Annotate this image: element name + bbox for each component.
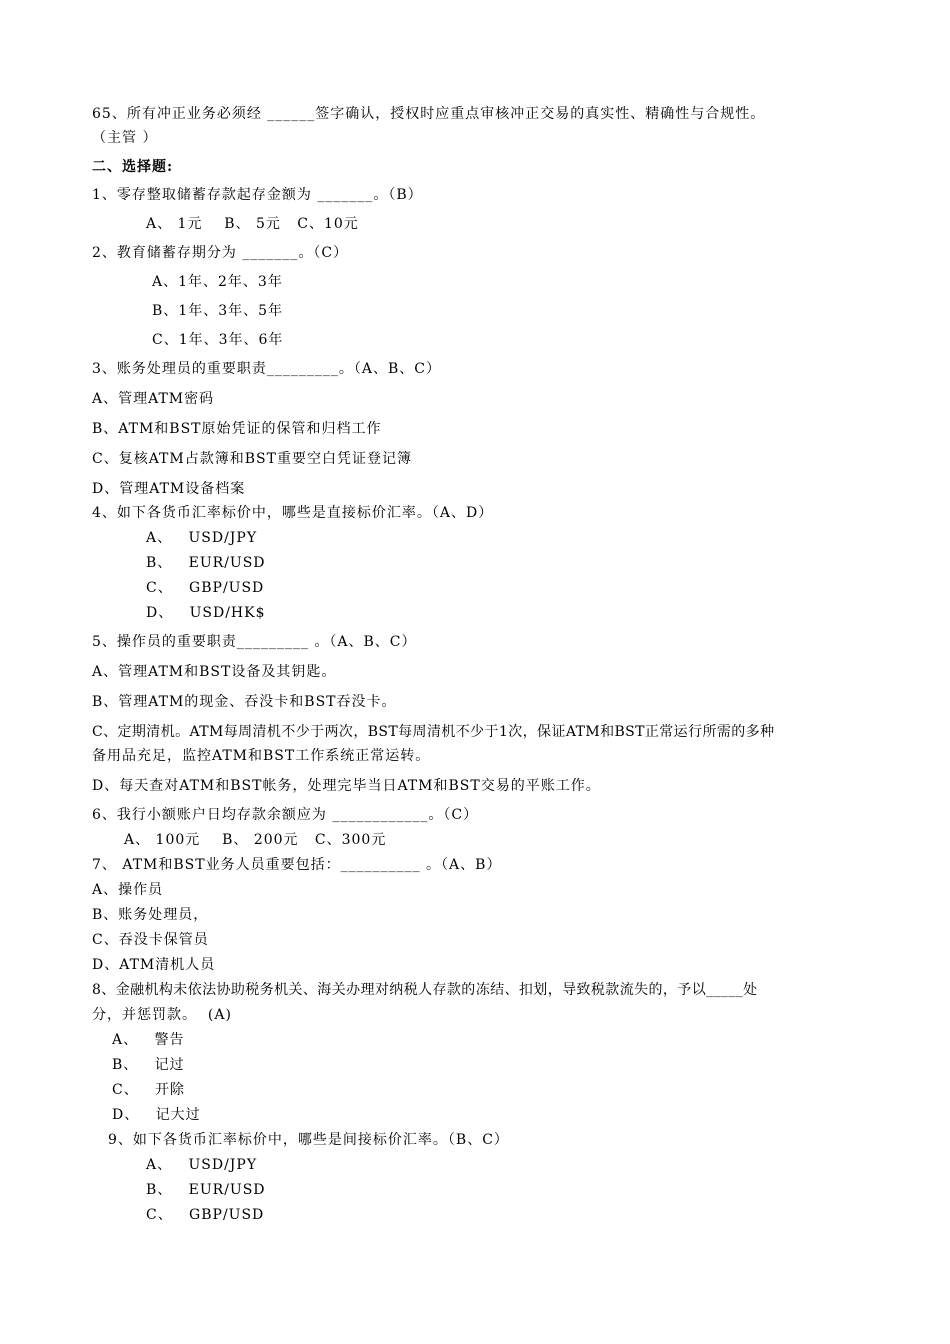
option-line: B、ATM和BST原始凭证的保管和归档工作 — [92, 421, 382, 437]
option-line: D、 USD/HK$ — [146, 605, 266, 621]
question-2: 2、教育储蓄存期分为 _______。（C） — [92, 245, 349, 261]
option-line: C、吞没卡保管员 — [92, 932, 209, 948]
option-line: A、管理ATM密码 — [92, 391, 215, 407]
question-1: 1、零存整取储蓄存款起存金额为 _______。（B） — [92, 187, 423, 203]
option-line: D、每天查对ATM和BST帐务，处理完毕当日ATM和BST交易的平账工作。 — [92, 778, 601, 794]
question-8-cont: 分，并惩罚款。 (A) — [92, 1007, 232, 1023]
option-line: D、管理ATM设备档案 — [92, 481, 246, 497]
question-9: 9、如下各货币汇率标价中，哪些是间接标价汇率。（B、C） — [108, 1132, 509, 1148]
option-line: C、 开除 — [112, 1082, 186, 1098]
option-line: C、 GBP/USD — [146, 580, 265, 596]
option-line: C、 GBP/USD — [146, 1207, 265, 1223]
text-line: 65、所有冲正业务必须经 ______签字确认，授权时应重点审核冲正交易的真实性、精确性与合规性。 — [92, 106, 766, 122]
option-line: C、复核ATM占款簿和BST重要空白凭证登记簿 — [92, 451, 412, 467]
section-heading: 二、选择题: — [92, 159, 174, 175]
option-line: B、 EUR/USD — [146, 555, 266, 571]
option-line: B、 EUR/USD — [146, 1182, 266, 1198]
option-line: A、 1元 B、 5元 C、10元 — [146, 216, 359, 232]
question-3: 3、账务处理员的重要职责_________。（A、B、C） — [92, 361, 442, 377]
option-line: 备用品充足，监控ATM和BST工作系统正常运转。 — [92, 748, 431, 764]
option-line: A、 警告 — [112, 1032, 185, 1048]
text-line: （主管 ） — [92, 130, 158, 146]
option-line: B、管理ATM的现金、吞没卡和BST吞没卡。 — [92, 694, 397, 710]
option-line: A、操作员 — [92, 882, 164, 898]
option-line: C、定期清机。ATM每周清机不少于两次，BST每周清机不少于1次，保证ATM和BST正常运行所需的多种 — [92, 724, 775, 740]
option-line: D、 记大过 — [112, 1107, 201, 1123]
option-line: C、1年、3年、6年 — [152, 332, 284, 348]
option-line: A、1年、2年、3年 — [152, 274, 283, 290]
question-6: 6、我行小额账户日均存款余额应为 ____________。（C） — [92, 807, 479, 823]
question-5: 5、操作员的重要职责_________ 。（A、B、C） — [92, 634, 417, 650]
option-line: A、管理ATM和BST设备及其钥匙。 — [92, 664, 337, 680]
option-line: B、1年、3年、5年 — [152, 303, 284, 319]
option-line: A、 USD/JPY — [146, 530, 258, 546]
question-7: 7、 ATM和BST业务人员重要包括：__________ 。（A、B） — [92, 857, 502, 873]
question-4: 4、如下各货币汇率标价中，哪些是直接标价汇率。（A、D） — [92, 505, 494, 521]
option-line: D、ATM清机人员 — [92, 957, 216, 973]
question-8: 8、金融机构未依法协助税务机关、海关办理对纳税人存款的冻结、扣划，导致税款流失的，予以_____处 — [92, 982, 758, 998]
option-line: A、 USD/JPY — [146, 1157, 258, 1173]
option-line: B、账务处理员， — [92, 907, 209, 923]
option-line: A、 100元 B、 200元 C、300元 — [124, 832, 387, 848]
option-line: B、 记过 — [112, 1057, 185, 1073]
